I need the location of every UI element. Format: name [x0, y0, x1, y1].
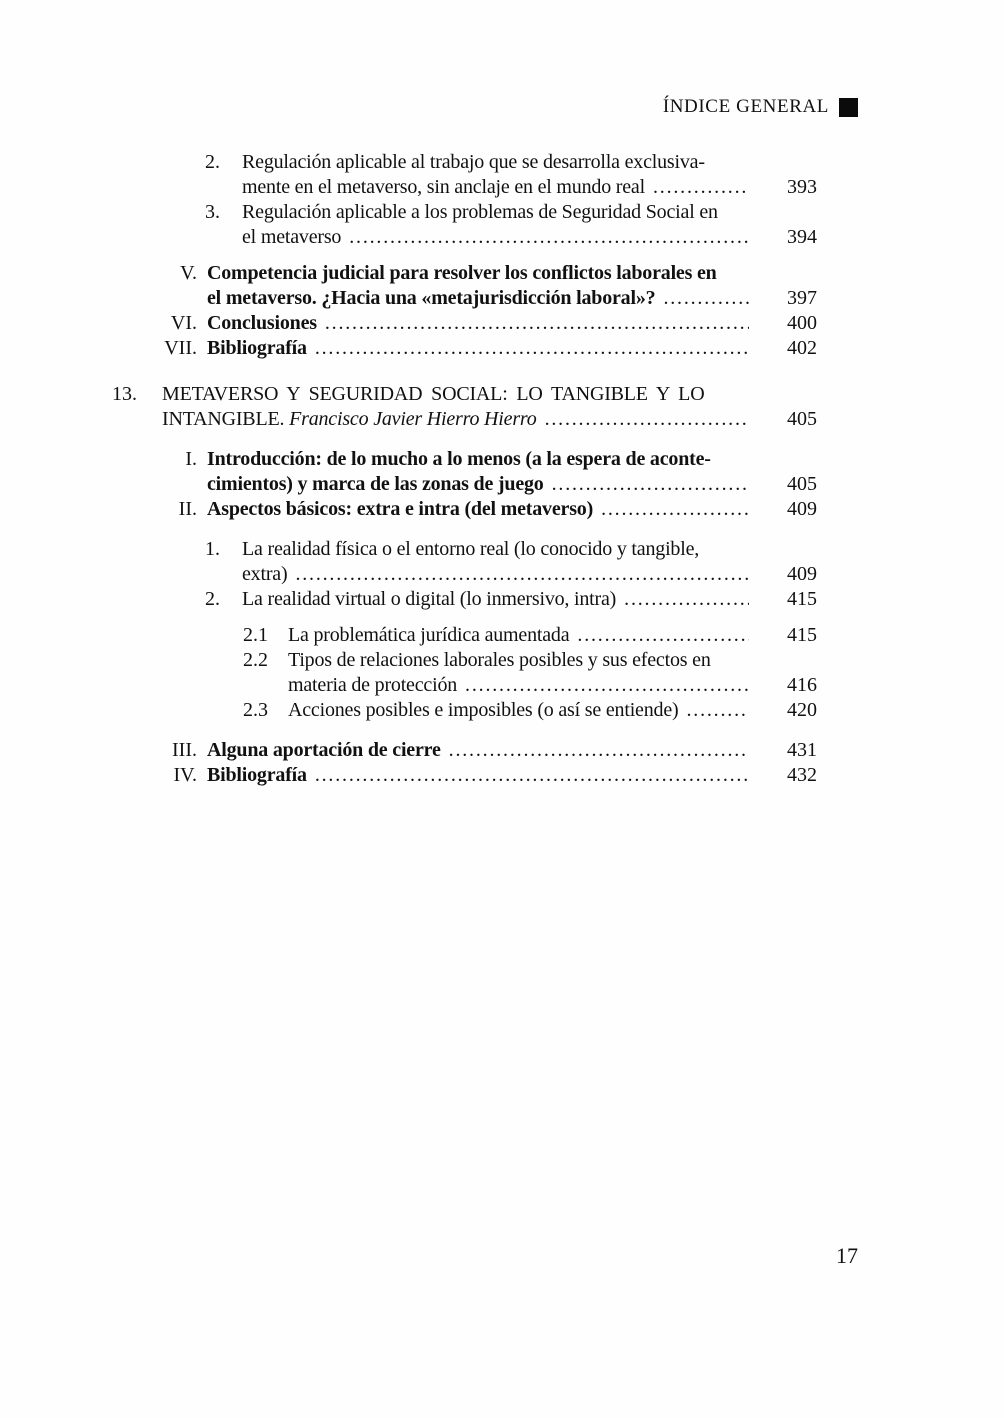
toc-entry-text: [207, 472, 544, 497]
toc-entry-last-line: [288, 623, 817, 648]
toc-entry-number: VII.: [164, 337, 197, 359]
toc-entry: [112, 497, 817, 522]
toc-entry-number: VI.: [170, 312, 197, 334]
toc-entry-page-number: 402: [787, 337, 817, 359]
chapter-author: Francisco Javier Hierro Hierro: [289, 408, 537, 430]
toc-entry-number: 2.3: [243, 699, 268, 721]
toc-entry-last-line: [242, 562, 817, 587]
toc-entry-number: 2.: [205, 588, 220, 610]
toc-entry: [112, 447, 817, 497]
toc-entry: [205, 587, 817, 612]
toc-entry-page-number: 394: [787, 226, 817, 248]
toc-entry-text-line: [288, 648, 817, 673]
toc-entry-last-line: [242, 225, 817, 250]
toc-entry-last-line: [207, 286, 817, 311]
text-segment: La problemática jurídica aumentada: [288, 624, 570, 646]
text-segment: cimientos) y marca de las zonas de juego: [207, 473, 544, 495]
toc-entry: [112, 738, 817, 763]
toc-entry-last-line: [207, 497, 817, 522]
text-segment: Bibliografía: [207, 337, 307, 359]
toc-entry-last-line: [242, 587, 817, 612]
toc-entry-last-line: [207, 738, 817, 763]
toc-entry-last-line: [242, 175, 817, 200]
dot-leader: [655, 286, 749, 311]
toc-entry-body: [288, 648, 817, 698]
toc-entry-body: [207, 336, 817, 361]
dot-leader: [287, 562, 749, 587]
text-segment: extra): [242, 563, 288, 585]
toc-entry-number: 2.2: [243, 649, 268, 671]
toc-entry-number: I.: [185, 448, 197, 470]
toc-entry-last-line: [288, 698, 817, 723]
running-header: [663, 96, 858, 118]
toc-entry-number: 1.: [205, 538, 220, 560]
text-segment: Regulación aplicable al trabajo que se desarrolla exclusiva-: [242, 151, 705, 173]
text-segment: La realidad física o el entorno real (lo conocido y tangible,: [242, 538, 700, 560]
toc-entry-text-line: [242, 200, 817, 225]
dot-leader: [544, 472, 749, 497]
text-segment: el metaverso. ¿Hacia una «metajurisdicción laboral»?: [207, 287, 656, 309]
toc-entry-page-number: 400: [787, 312, 817, 334]
text-segment: Alguna aportación de cierre: [207, 739, 441, 761]
toc-entry-page-number: 431: [787, 739, 817, 761]
toc-entry-text-line: [207, 261, 817, 286]
dot-leader: [616, 587, 749, 612]
toc-entry-page-number: 397: [787, 287, 817, 309]
toc-entry: [205, 200, 817, 250]
dot-leader: [569, 623, 749, 648]
toc-entry-text-line: [162, 382, 817, 407]
dot-leader: [441, 738, 749, 763]
toc-entry-body: [242, 150, 817, 200]
toc-entry-text: [288, 623, 569, 648]
toc-entry-text: [207, 763, 307, 788]
running-header-title: ÍNDICE GENERAL: [662, 96, 829, 117]
toc-entry-text-line: [242, 537, 817, 562]
toc-entry-body: [242, 537, 817, 587]
dot-leader: [537, 407, 749, 432]
toc-entry-text: [207, 311, 317, 336]
text-segment: Regulación aplicable a los problemas de Seguridad Social en: [242, 201, 718, 223]
text-segment: materia de protección: [288, 674, 458, 696]
toc-entry-text: [242, 587, 616, 612]
toc-entry-page-number: 432: [787, 764, 817, 786]
toc-entry-body: [207, 261, 817, 311]
dot-leader: [307, 763, 749, 788]
text-segment: Conclusiones: [207, 312, 317, 334]
toc-entry-body: [242, 200, 817, 250]
toc-entry: [112, 382, 817, 432]
toc-entry-page-number: 393: [787, 176, 817, 198]
toc-entry: [112, 311, 817, 336]
toc-entry-last-line: [207, 472, 817, 497]
toc-entry: [243, 623, 817, 648]
dot-leader: [307, 336, 749, 361]
toc-entry-page-number: 420: [787, 699, 817, 721]
toc-entry-number: II.: [178, 498, 197, 520]
page-number-folio: 17: [836, 1243, 858, 1268]
dot-leader: [341, 225, 749, 250]
toc-entry: [112, 261, 817, 311]
toc-entry-last-line: [288, 673, 817, 698]
toc-entry-text: [288, 698, 678, 723]
dot-leader: [317, 311, 749, 336]
toc-entry-body: [207, 763, 817, 788]
text-segment: La realidad virtual o digital (lo inmersivo, intra): [242, 588, 617, 610]
toc-entry-body: [288, 623, 817, 648]
toc-entry-page-number: 409: [787, 498, 817, 520]
text-segment: Bibliografía: [207, 764, 307, 786]
toc-entry-text: [242, 175, 645, 200]
toc-entry-text: [242, 225, 341, 250]
toc-entry-body: [207, 447, 817, 497]
text-segment: mente en el metaverso, sin anclaje en el mundo real: [242, 176, 645, 198]
toc-entry-text: [288, 673, 457, 698]
toc-entry-number: 13.: [112, 383, 137, 405]
toc-entry-last-line: [207, 336, 817, 361]
toc-entry-page-number: 405: [787, 408, 817, 430]
toc-entry-page-number: 415: [787, 588, 817, 610]
toc-entry: [243, 698, 817, 723]
toc-entry-number: IV.: [173, 764, 197, 786]
toc-entry-text-line: [207, 447, 817, 472]
table-of-contents: [112, 150, 817, 788]
toc-entry-last-line: [207, 311, 817, 336]
toc-entry-text-line: [242, 150, 817, 175]
text-segment: Introducción: de lo mucho a lo menos (a la espera de aconte-: [207, 448, 711, 470]
toc-entry-text: [242, 562, 287, 587]
toc-entry: [205, 537, 817, 587]
toc-entry-text: [207, 497, 593, 522]
toc-entry-number: V.: [180, 262, 197, 284]
toc-entry-last-line: [162, 407, 817, 432]
dot-leader: [678, 698, 749, 723]
text-segment: el metaverso: [242, 226, 342, 248]
toc-entry-number: 2.: [205, 151, 220, 173]
text-segment: Tipos de relaciones laborales posibles y sus efectos en: [288, 649, 711, 671]
toc-entry-text: [207, 738, 441, 763]
text-segment: Competencia judicial para resolver los conflictos laborales en: [207, 262, 717, 284]
toc-entry-body: [207, 497, 817, 522]
toc-entry: [243, 648, 817, 698]
toc-entry: [205, 150, 817, 200]
toc-entry-text: [207, 336, 307, 361]
dot-leader: [593, 497, 749, 522]
text-segment: Acciones posibles e imposibles (o así se entiende): [288, 699, 679, 721]
toc-entry-last-line: [207, 763, 817, 788]
toc-entry-number: III.: [172, 739, 197, 761]
toc-entry-number: 2.1: [243, 624, 268, 646]
toc-entry-body: [207, 311, 817, 336]
text-segment: METAVERSO Y SEGURIDAD SOCIAL: LO TANGIBLE Y LO: [162, 383, 705, 405]
toc-entry-number: 3.: [205, 201, 220, 223]
toc-entry-page-number: 405: [787, 473, 817, 495]
toc-entry-page-number: 415: [787, 624, 817, 646]
toc-entry-body: [288, 698, 817, 723]
toc-entry-text: [207, 286, 655, 311]
text-segment: Aspectos básicos: extra e intra (del metaverso): [207, 498, 594, 520]
toc-entry-body: [162, 382, 817, 432]
toc-entry-body: [207, 738, 817, 763]
toc-entry-page-number: 409: [787, 563, 817, 585]
dot-leader: [457, 673, 749, 698]
toc-entry: [112, 336, 817, 361]
toc-entry-body: [242, 587, 817, 612]
text-segment: INTANGIBLE.: [162, 408, 290, 430]
header-square-marker: [839, 98, 858, 117]
dot-leader: [645, 175, 749, 200]
toc-entry: [112, 763, 817, 788]
toc-entry-page-number: 416: [787, 674, 817, 696]
toc-entry-text: [162, 407, 537, 432]
